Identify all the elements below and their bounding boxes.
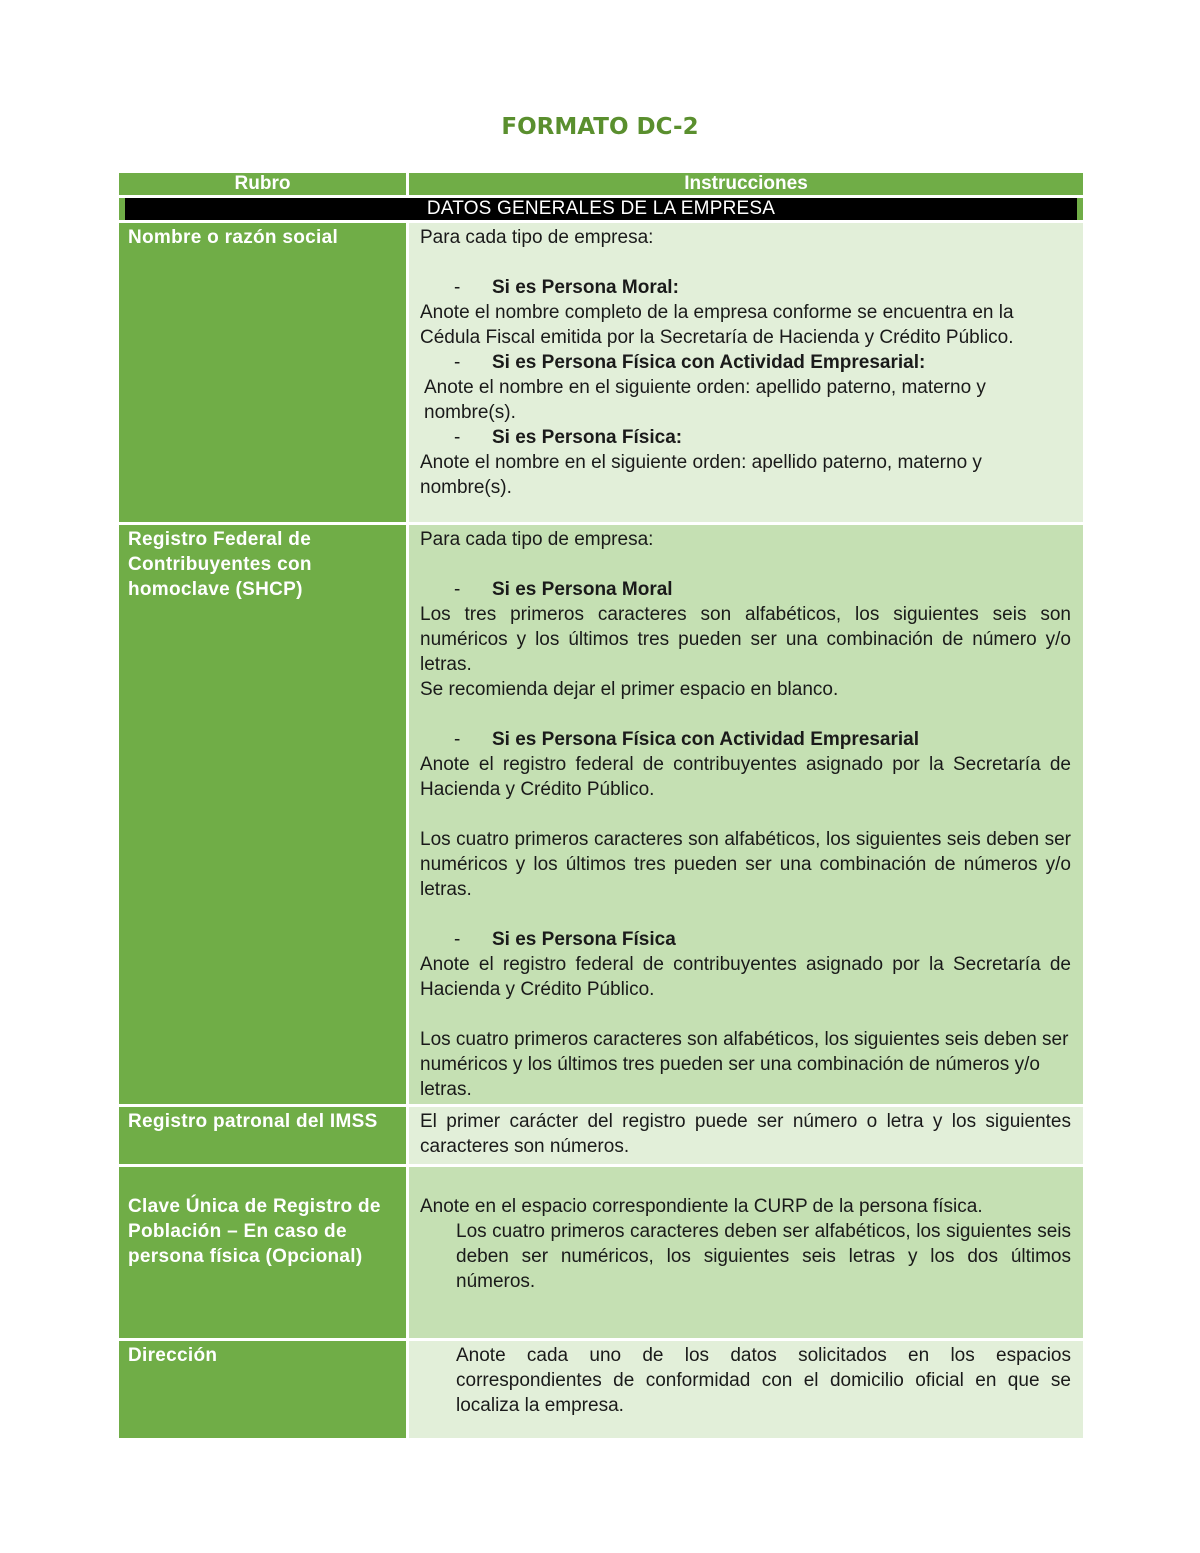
body-text: Los tres primeros caracteres son alfabéticos, los siguientes seis son numéricos y los últimos tres pueden ser una combinación de número y/o letras. bbox=[420, 604, 1071, 675]
table-row bbox=[118, 1166, 1085, 1340]
instruccion-rfc bbox=[408, 524, 1085, 1106]
bullet-persona-fisica-actividad: - Si es Persona Física con Actividad Empresarial bbox=[454, 729, 919, 750]
table-row bbox=[118, 524, 1085, 1106]
rubro-direccion: Dirección bbox=[118, 1340, 408, 1440]
bullet-persona-fisica: - Si es Persona Física bbox=[454, 929, 676, 950]
bullet-persona-fisica-actividad: - Si es Persona Física con Actividad Empresarial: bbox=[454, 352, 926, 373]
bullet-persona-moral: - Si es Persona Moral: bbox=[454, 277, 679, 298]
intro-text: Para cada tipo de empresa: bbox=[420, 227, 654, 248]
body-text: El primer carácter del registro puede ser número o letra y los siguientes caracteres son números. bbox=[420, 1111, 1071, 1157]
rubro-nombre: Nombre o razón social bbox=[118, 222, 408, 524]
body-text: Los cuatro primeros caracteres deben ser alfabéticos, los siguientes seis deben ser numéricos, los siguientes seis letras y los dos últimos números. bbox=[456, 1221, 1071, 1292]
body-text: Los cuatro primeros caracteres son alfabéticos, los siguientes seis deben ser numéricos y los últimos tres pueden ser una combinación de números y/o letras. bbox=[420, 829, 1071, 900]
body-text: Se recomienda dejar el primer espacio en blanco. bbox=[420, 679, 839, 700]
body-text: Anote el nombre completo de la empresa conforme se encuentra en la Cédula Fiscal emitida por la Secretaría de Hacienda y Crédito Público. bbox=[420, 302, 1014, 348]
header-instrucciones: Instrucciones bbox=[408, 172, 1085, 197]
bullet-label: Si es Persona Física con Actividad Empresarial bbox=[492, 729, 919, 750]
table-row bbox=[118, 222, 1085, 524]
bullet-persona-moral: - Si es Persona Moral bbox=[454, 579, 673, 600]
bullet-label: Si es Persona Física: bbox=[492, 427, 683, 448]
section-row bbox=[118, 197, 1085, 222]
body-text: Anote en el espacio correspondiente la CURP de la persona física. bbox=[420, 1196, 983, 1217]
bullet-label: Si es Persona Moral bbox=[492, 579, 673, 600]
intro-text: Para cada tipo de empresa: bbox=[420, 529, 654, 550]
body-text: Los cuatro primeros caracteres son alfabéticos, los siguientes seis deben ser numéricos y los últimos tres pueden ser una combinación de números y/o letras. bbox=[420, 1029, 1069, 1100]
instruccion-nombre bbox=[408, 222, 1085, 524]
body-text: Anote el registro federal de contribuyentes asignado por la Secretaría de Hacienda y Crédito Público. bbox=[420, 954, 1071, 1000]
table-header-row bbox=[118, 172, 1085, 197]
bullet-persona-fisica: - Si es Persona Física: bbox=[454, 427, 683, 448]
header-rubro: Rubro bbox=[118, 172, 408, 197]
instruccion-direccion bbox=[408, 1340, 1085, 1440]
body-text: Anote el nombre en el siguiente orden: apellido paterno, materno y nombre(s). bbox=[420, 452, 982, 498]
body-text: Anote cada uno de los datos solicitados en los espacios correspondientes de conformidad con el domicilio oficial en que se localiza la empresa. bbox=[456, 1345, 1071, 1416]
rubro-imss: Registro patronal del IMSS bbox=[118, 1106, 408, 1166]
instruccion-curp bbox=[408, 1166, 1085, 1340]
body-text: Anote el nombre en el siguiente orden: apellido paterno, materno y nombre(s). bbox=[424, 377, 986, 423]
section-title: DATOS GENERALES DE LA EMPRESA bbox=[125, 198, 1077, 220]
table-row bbox=[118, 1106, 1085, 1166]
rubro-curp: Clave Única de Registro de Población – En caso de persona física (Opcional) bbox=[118, 1166, 408, 1340]
instructions-table bbox=[116, 170, 1086, 1441]
page-title: FORMATO DC-2 bbox=[501, 114, 699, 140]
bullet-label: Si es Persona Física con Actividad Empresarial: bbox=[492, 352, 926, 373]
instruccion-imss bbox=[408, 1106, 1085, 1166]
bullet-label: Si es Persona Física bbox=[492, 929, 676, 950]
table-row bbox=[118, 1340, 1085, 1440]
bullet-label: Si es Persona Moral: bbox=[492, 277, 679, 298]
rubro-rfc: Registro Federal de Contribuyentes con homoclave (SHCP) bbox=[118, 524, 408, 1106]
body-text: Anote el registro federal de contribuyentes asignado por la Secretaría de Hacienda y Crédito Público. bbox=[420, 754, 1071, 800]
